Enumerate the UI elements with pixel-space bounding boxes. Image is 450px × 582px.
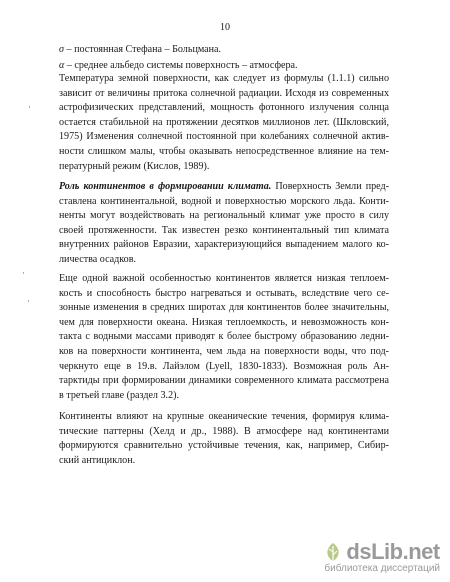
leaf-logo-icon xyxy=(322,541,344,563)
text-line: зависит от величины притока солнечной радиации. Исходя из современных xyxy=(59,87,389,99)
text-line: в третьей главе (раздел 3.2). xyxy=(59,389,179,401)
margin-speck: · xyxy=(22,268,25,278)
definition-alpha xyxy=(59,59,389,74)
text-line: ский антициклон. xyxy=(59,454,136,466)
watermark-brand-row xyxy=(322,539,440,565)
margin-speck: · xyxy=(28,102,31,112)
text-line: Температура земной поверхности, как следует из формулы (1.1.1) сильно xyxy=(59,73,389,84)
section-first-line xyxy=(59,180,389,195)
text-line: пературный режим (Кислов, 1989). xyxy=(59,160,210,172)
paragraph-ocean-currents xyxy=(59,410,389,468)
section-continents xyxy=(59,180,389,268)
watermark-brand: dsLib.net xyxy=(346,539,440,564)
text-line: 1975) Изменения солнечной постоянной при колебаниях солнечной актив- xyxy=(59,131,389,143)
text-line: астрофизических представлений, мощность фотонного излучения солнца xyxy=(59,102,389,114)
text-line: ставлена континентальной, водной и поверхностью морского льда. Конти- xyxy=(59,195,389,207)
text-line: своей протяженности. Так известен резко континентальный тип климата xyxy=(59,224,389,236)
text-line: формируются сравнительно устойчивые течения, как, например, Сибир- xyxy=(59,440,389,452)
definition-text: – постоянная Стефана – Больцмана. xyxy=(63,44,222,55)
sigma-symbol: σ xyxy=(59,44,64,55)
paragraph-temperature xyxy=(59,72,389,174)
text-line: внутренних районов Евразии, характеризующийся выпадением малого ко- xyxy=(59,239,389,251)
definition-sigma xyxy=(59,43,389,58)
watermark-tagline: библиотека диссертаций xyxy=(324,563,440,574)
definitions-block xyxy=(59,43,389,73)
text-line: ности слишком малы, чтобы оказывать непосредственное влияние на тем- xyxy=(59,145,389,157)
text-line: Еще одной важной особенностью континентов является низкая теплоем- xyxy=(59,273,389,284)
text-line: ненты могут воздействовать на региональный климат уже просто в силу xyxy=(59,210,389,222)
text-line: чем для поверхности океана. Низкая теплоемкость, и невозможность кон- xyxy=(59,316,389,328)
section-heading: Роль континентов в формировании климата. xyxy=(59,181,272,192)
paragraph-heat-capacity xyxy=(59,272,389,403)
watermark xyxy=(322,539,440,574)
text-line: личества осадков. xyxy=(59,253,137,265)
text-line: такта с водными массами приводят к более быстрому образованию ледни- xyxy=(59,331,389,343)
text-line: ков на поверхности континента, чем льда на поверхности воды, что под- xyxy=(59,345,389,357)
text-line: зонные изменения в средних широтах для континентов более значительны, xyxy=(59,302,389,314)
text-line: остается стабильной на протяжении десятков миллионов лет. (Шкловский, xyxy=(59,116,389,128)
text-line: черкнуто еще в 19.в. Лайэлом (Lyell, 1830-1833). Возможная роль Ан- xyxy=(59,360,389,372)
text-line: тарктиды при формировании динамики современного климата рассмотрена xyxy=(59,375,389,387)
alpha-symbol: α xyxy=(59,59,65,71)
text-line: Континенты влияют на крупные океанические течения, формируя клима- xyxy=(59,411,389,422)
text-line: тические паттерны (Хелд и др., 1988). В атмосфере над континентами xyxy=(59,425,389,437)
page-number: 10 xyxy=(220,22,230,33)
section-heading-rest: Поверхность Земли пред- xyxy=(271,181,389,192)
text-line: кость и способность быстро нагреваться и остывать, вследствие чего се- xyxy=(59,287,389,299)
definition-text: – среднее альбедо системы поверхность – атмосфера. xyxy=(64,59,298,71)
margin-speck: · xyxy=(27,296,30,306)
